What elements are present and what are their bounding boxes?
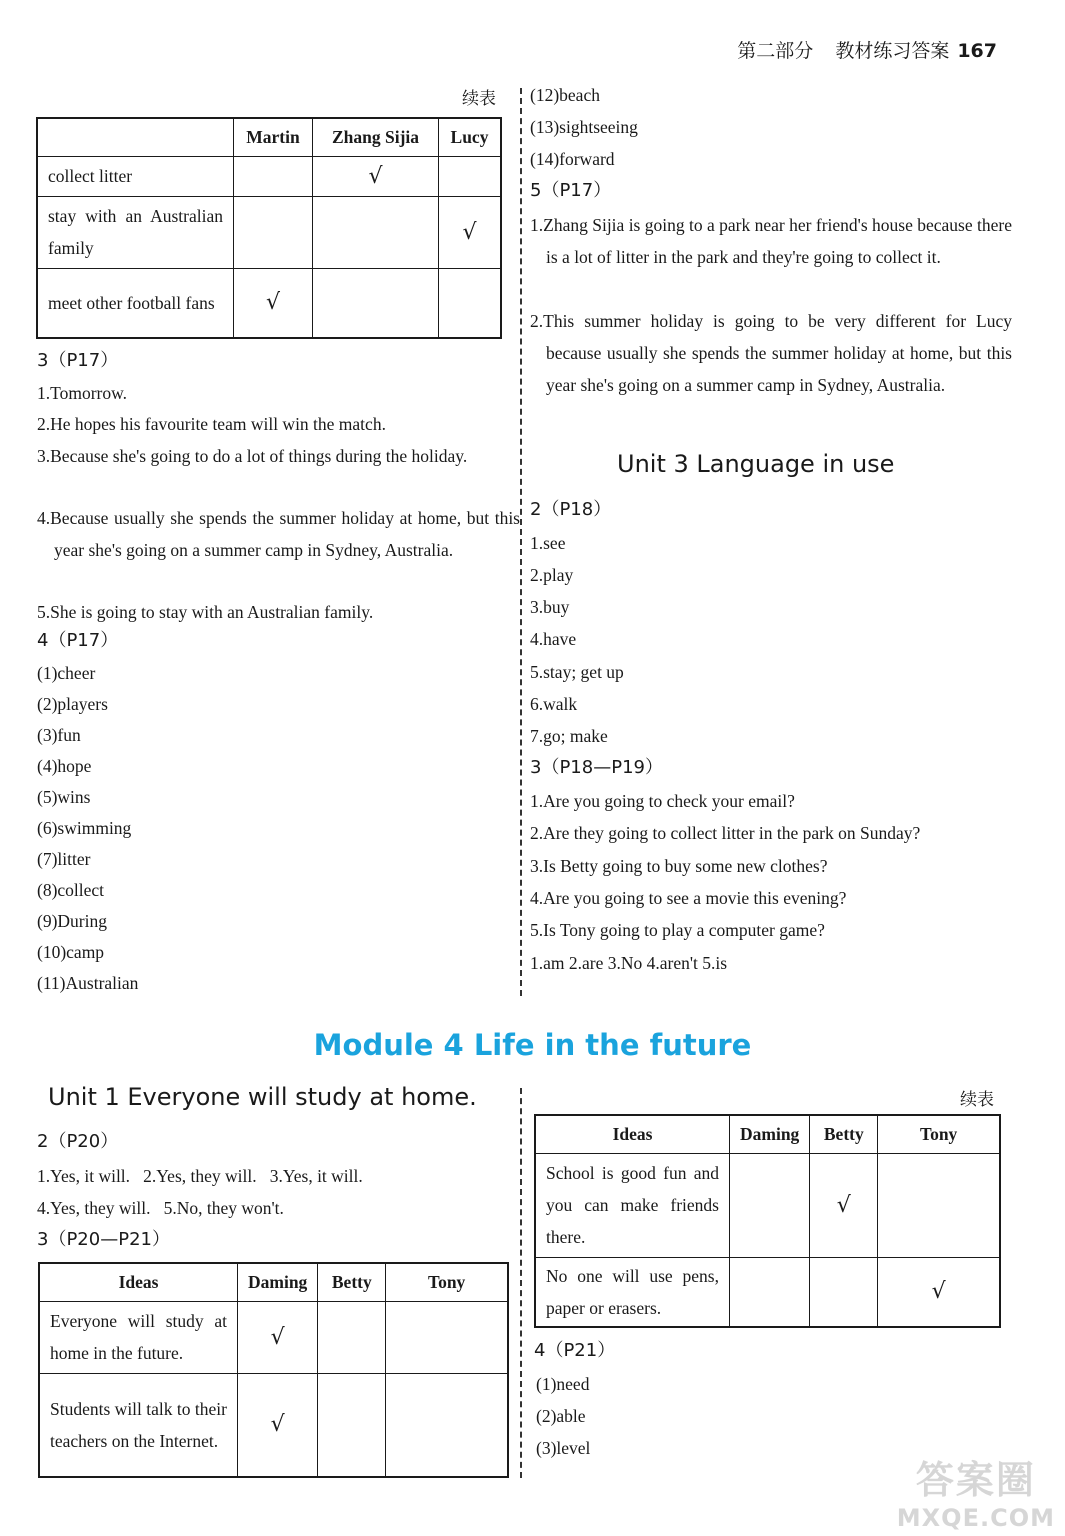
- table-header-row: [39, 1263, 508, 1301]
- page-header: [737, 36, 997, 63]
- row-label: collect litter: [37, 156, 234, 196]
- unit-title: Unit 3 Language in use: [617, 450, 895, 478]
- check-cell: [810, 1257, 878, 1327]
- answer-item: 1.Yes, it will. 2.Yes, they will. 3.Yes, it will.: [37, 1166, 363, 1186]
- watermark-url: MXQE.COM: [896, 1504, 1055, 1532]
- answer-item: (2)players: [37, 694, 108, 714]
- table-row: [535, 1153, 1000, 1257]
- check-cell: √: [810, 1153, 878, 1257]
- answer-item: 6.walk: [530, 694, 578, 714]
- check-cell: √: [439, 196, 502, 268]
- answer-item: 7.go; make: [530, 726, 608, 746]
- answer-item: 2.He hopes his favourite team will win the match.: [37, 414, 386, 434]
- check-cell: √: [238, 1301, 318, 1373]
- answer-item: (6)swimming: [37, 818, 132, 838]
- answer-item: 3.Is Betty going to buy some new clothes?: [530, 856, 828, 876]
- check-cell: [439, 268, 502, 338]
- check-cell: [318, 1373, 386, 1477]
- section-heading: 3（P17）: [37, 350, 119, 371]
- answer-item: (2)able: [536, 1406, 586, 1426]
- check-cell: √: [238, 1373, 318, 1477]
- table-row: [39, 1373, 508, 1477]
- table-header-daming: Daming: [730, 1115, 810, 1153]
- answer-item: (9)During: [37, 911, 107, 931]
- row-label: No one will use pens, paper or erasers.: [535, 1257, 730, 1327]
- check-cell: √: [313, 156, 439, 196]
- check-cell: [730, 1257, 810, 1327]
- column-divider: [520, 88, 522, 996]
- section-heading: 2（P18）: [530, 499, 612, 520]
- table-header-row: [37, 118, 501, 156]
- watermark-logo: [897, 1449, 1055, 1532]
- continued-label: 续表: [462, 89, 496, 109]
- check-cell: [313, 196, 439, 268]
- answer-item: 4.Because usually she spends the summer holiday at home, but this year she's going on a summer camp in Sydney, Australia.: [37, 508, 520, 560]
- answer-item: 4.have: [530, 629, 577, 649]
- table-header-betty: Betty: [318, 1263, 386, 1301]
- header-subtitle: 教材练习答案: [835, 40, 950, 62]
- check-cell: [313, 268, 439, 338]
- section-heading: 4（P21）: [534, 1340, 616, 1361]
- table-header-ideas: Ideas: [535, 1115, 730, 1153]
- table-header-martin: Martin: [234, 118, 313, 156]
- row-label: Students will talk to their teachers on the Internet.: [39, 1373, 238, 1477]
- answer-item: 2.This summer holiday is going to be very different for Lucy because usually she spends the summer holiday at home, but this year she's going on a summer camp in Sydney, Australia.: [530, 311, 1012, 395]
- check-cell: [318, 1301, 386, 1373]
- table-header-tony: Tony: [878, 1115, 1000, 1153]
- table-header-empty: [37, 118, 234, 156]
- table-header-ideas: Ideas: [39, 1263, 238, 1301]
- page-number: 167: [957, 40, 997, 62]
- answer-item: 5.stay; get up: [530, 662, 624, 682]
- section-heading: 5（P17）: [530, 180, 612, 201]
- answer-item: 3.Because she's going to do a lot of things during the holiday.: [37, 446, 468, 466]
- check-cell: [386, 1301, 508, 1373]
- answer-item: 2.play: [530, 565, 574, 585]
- row-label: meet other football fans: [37, 268, 234, 338]
- check-cell: [439, 156, 502, 196]
- answer-item: (7)litter: [37, 849, 91, 869]
- check-cell: [234, 196, 313, 268]
- row-label: School is good fun and you can make friends there.: [535, 1153, 730, 1257]
- check-cell: [730, 1153, 810, 1257]
- answer-item: (1)cheer: [37, 663, 96, 683]
- answer-item: 5.Is Tony going to play a computer game?: [530, 920, 825, 940]
- table-row: [37, 268, 501, 338]
- answer-item: 2.Are they going to collect litter in the park on Sunday?: [530, 823, 921, 843]
- answer-item: (3)fun: [37, 725, 81, 745]
- check-cell: √: [234, 268, 313, 338]
- table-header-daming: Daming: [238, 1263, 318, 1301]
- answer-item: 1.am 2.are 3.No 4.aren't 5.is: [530, 953, 728, 973]
- continued-label: 续表: [960, 1090, 994, 1110]
- check-cell: [878, 1153, 1000, 1257]
- answer-item: (10)camp: [37, 942, 105, 962]
- table-row: [535, 1257, 1000, 1327]
- column-divider: [520, 1088, 522, 1478]
- table-row: [37, 156, 501, 196]
- header-section: 第二部分: [737, 40, 814, 62]
- answer-item: 4.Yes, they will. 5.No, they won't.: [37, 1198, 284, 1218]
- answer-item: 5.She is going to stay with an Australian family.: [37, 602, 374, 622]
- answer-item: 3.buy: [530, 597, 570, 617]
- table-row: [37, 196, 501, 268]
- section-heading: 3（P18—P19）: [530, 757, 663, 778]
- check-cell: [386, 1373, 508, 1477]
- answer-item: (13)sightseeing: [530, 117, 638, 137]
- table-header-betty: Betty: [810, 1115, 878, 1153]
- check-cell: √: [878, 1257, 1000, 1327]
- unit-title: Unit 1 Everyone will study at home.: [48, 1083, 477, 1111]
- table-header-zhang-sijia: Zhang Sijia: [313, 118, 439, 156]
- table-header-row: [535, 1115, 1000, 1153]
- answer-item: (8)collect: [37, 880, 105, 900]
- section-heading: 4（P17）: [37, 630, 119, 651]
- module-title: Module 4 Life in the future: [313, 1028, 752, 1062]
- answer-item: 4.Are you going to see a movie this evening?: [530, 888, 847, 908]
- section-heading: 2（P20）: [37, 1131, 119, 1152]
- answer-item: (12)beach: [530, 85, 600, 105]
- answer-item: (3)level: [536, 1438, 591, 1458]
- row-label: stay with an Australian family: [37, 196, 234, 268]
- answer-item: (14)forward: [530, 149, 615, 169]
- answer-item: (1)need: [536, 1374, 590, 1394]
- answer-table-1: [36, 117, 502, 339]
- answer-item: 1.Are you going to check your email?: [530, 791, 795, 811]
- section-heading: 3（P20—P21）: [37, 1229, 170, 1250]
- answer-item: 1.Tomorrow.: [37, 383, 127, 403]
- answer-item: 1.Zhang Sijia is going to a park near her friend's house because there is a lot of litter in the park and they're going to collect it.: [530, 215, 1012, 267]
- answer-table-2: [38, 1262, 509, 1478]
- check-cell: [234, 156, 313, 196]
- answer-item: (11)Australian: [37, 973, 139, 993]
- answer-item: (4)hope: [37, 756, 92, 776]
- answer-item: (5)wins: [37, 787, 91, 807]
- row-label: Everyone will study at home in the future.: [39, 1301, 238, 1373]
- answer-item: 1.see: [530, 533, 566, 553]
- table-header-lucy: Lucy: [439, 118, 502, 156]
- watermark-logo-text: 答案圈: [915, 1458, 1036, 1502]
- table-header-tony: Tony: [386, 1263, 508, 1301]
- table-row: [39, 1301, 508, 1373]
- answer-table-3: [534, 1114, 1001, 1328]
